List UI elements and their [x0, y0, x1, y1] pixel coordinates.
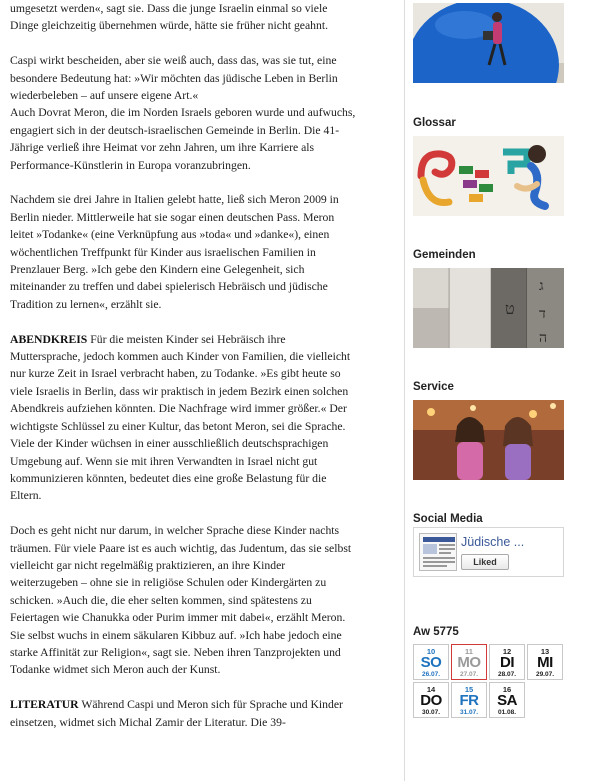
paragraph-text: Doch es geht nicht nur darum, in welcher Sprache diese Kinder nachts träumen. Für viele Paare ist es auch wichtig, das Judentum, das sie selbst vielleicht gar nicht regelmäßig praktizieren, an ihre Kinder weiterzugeben – ohne sie in religiöse Schulen oder Kindergärten zu schicken. »Auch die, die eher selten kommen, sind spätestens zu Feiertagen wie Chanukka oder Purim immer mit dabei«, erzählt Meron. Sie selbst wuchs in einem säkularen Kibbuz auf. »Ich habe jedoch eine starke Affinität zur Religion«, sagt sie. Neben ihren Tanzprojekten und Todanke widmet sich Meron auch der Kunst. [10, 524, 352, 677]
calendar-day-cell[interactable] [451, 644, 487, 680]
calendar-day-number: 10 [426, 647, 436, 656]
calendar-weekday: MO [457, 654, 481, 671]
facebook-page-name[interactable]: Jüdische ... [461, 535, 525, 549]
sidebar-heading-social-media[interactable]: Social Media [413, 513, 483, 525]
calendar-day-number: 14 [426, 685, 436, 694]
calendar-day-cell[interactable] [489, 682, 525, 718]
column-divider [404, 0, 405, 781]
calendar-civil-date: 26.07. [421, 671, 441, 678]
article-paragraph [10, 0, 356, 35]
calendar-day-number: 16 [502, 685, 512, 694]
paragraph-text: Nachdem sie drei Jahre in Italien gelebt hatte, ließ sich Meron 2009 in Berlin nieder. Mittlerweile hat sie sogar einen deutschen Pass. Meron leitet »Todanke« (eine Verknüpfung aus »toda« und »danke«), einen wöchentlichen Treffpunkt für Kinder aus israelischen Familien in Prenzlauer Berg. »Ich gebe den Kindern eine Gelegenheit, sich miteinander zu treffen und dabei spielerisch Hebräisch und jüdische Tradition zu lernen«, erzählt sie. [10, 193, 339, 311]
calendar-weekday: DO [420, 692, 442, 709]
section-lead-abendkreis: ABENDKREIS [10, 332, 88, 346]
section-lead-literatur: LITERATUR [10, 698, 79, 712]
calendar-day-number: 13 [540, 647, 550, 656]
paragraph-text: umgesetzt werden«, sagt sie. Dass die junge Israelin einmal so viele Dinge gleichzeitig übernehmen würde, hätte sie früher nicht geahnt. [10, 2, 329, 33]
calendar-day-cell[interactable] [489, 644, 525, 680]
paragraph-text: Für die meisten Kinder sei Hebräisch ihre Muttersprache, jedoch kommen auch Kinder von Familien, die vielleicht nur kurze Zeit in Israel verbracht haben, zu Todanke. »Es gibt heute so viele Israelis in Berlin, dass wir praktisch in jedem Bezirk einen solchen Abendkreis aufziehen könnten. Die Nachfrage wird immer größer.« Der wichtigste Schlüssel zu einer Kultur, das betont Meron, sei die Sprache. Viele der Kinder wüchsen in einer ausschließlich deutschsprachigen Umgebung auf. Wenn sie mit ihren Verwandten in Israel nicht gut kommunizieren könnten, bedeutet dies eine große Belastung für die Eltern. [10, 332, 351, 503]
facebook-page-thumbnail[interactable] [419, 533, 457, 571]
paragraph-text: Während Caspi und Meron sich für Sprache und Kinder einsetzen, widmet sich Michal Zamir der Literatur. Die 39- [10, 698, 343, 729]
paragraph-text: Caspi wirkt bescheiden, aber sie weiß auch, dass das, was sie tut, eine besondere Bedeutung hat: »Wir möchten das jüdische Leben in Berlin wiederbeleben – auf unsere eigene Art.« [10, 54, 338, 103]
glossar-image[interactable] [413, 136, 564, 216]
calendar-day-number: 11 [465, 647, 473, 656]
article-paragraph [10, 522, 356, 679]
calendar-day-number: 15 [464, 685, 474, 694]
service-image[interactable] [413, 400, 564, 480]
calendar-weekday: SO [420, 654, 442, 671]
calendar-day-cell[interactable] [413, 644, 449, 680]
calendar-day-cell[interactable] [413, 682, 449, 718]
sidebar-heading-service[interactable]: Service [413, 381, 454, 393]
calendar-civil-date: 29.07. [535, 671, 555, 678]
facebook-like-box [413, 527, 564, 577]
gemeinden-image[interactable] [413, 268, 564, 348]
svg-text:ט: ט [505, 299, 515, 318]
svg-text:ג: ג [539, 278, 544, 294]
calendar-day-cell[interactable] [451, 682, 487, 718]
article-paragraph [10, 696, 356, 731]
article-paragraph [10, 104, 356, 174]
sidebar-heading-glossar[interactable]: Glossar [413, 117, 456, 129]
calendar-heading: Aw 5775 [413, 626, 459, 638]
paragraph-text: Auch Dovrat Meron, die im Norden Israels geboren wurde und aufwuchs, engagiert sich in der deutsch-israelischen Gemeinde in Berlin. Die 41-Jährige verließ ihre Heimat vor zehn Jahren, um ihre Karriere als Performance-Künstlerin in Europa voranzubringen. [10, 106, 356, 172]
article-paragraph [10, 191, 356, 313]
svg-text:ה: ה [539, 330, 548, 346]
calendar-day-cell[interactable] [527, 644, 563, 680]
article-body [10, 0, 356, 748]
calendar-weekday: DI [500, 654, 514, 671]
calendar-civil-date: 28.07. [497, 671, 517, 678]
article-paragraph [10, 52, 356, 104]
facebook-like-button[interactable]: Liked [461, 554, 509, 570]
hebrew-calendar [413, 644, 564, 720]
calendar-weekday: SA [497, 692, 517, 709]
calendar-day-number: 12 [502, 647, 512, 656]
teaser-image-dome[interactable] [413, 3, 564, 83]
calendar-weekday: MI [537, 654, 553, 671]
calendar-weekday: FR [459, 692, 479, 709]
calendar-civil-date: 01.08. [497, 709, 517, 716]
calendar-week-row [413, 682, 564, 718]
sidebar-heading-gemeinden[interactable]: Gemeinden [413, 249, 476, 261]
svg-text:ד: ד [539, 306, 546, 322]
calendar-civil-date: 27.07. [459, 671, 479, 678]
calendar-week-row [413, 644, 564, 680]
calendar-civil-date: 31.07. [459, 709, 479, 716]
article-paragraph [10, 331, 356, 505]
calendar-civil-date: 30.07. [421, 709, 441, 716]
